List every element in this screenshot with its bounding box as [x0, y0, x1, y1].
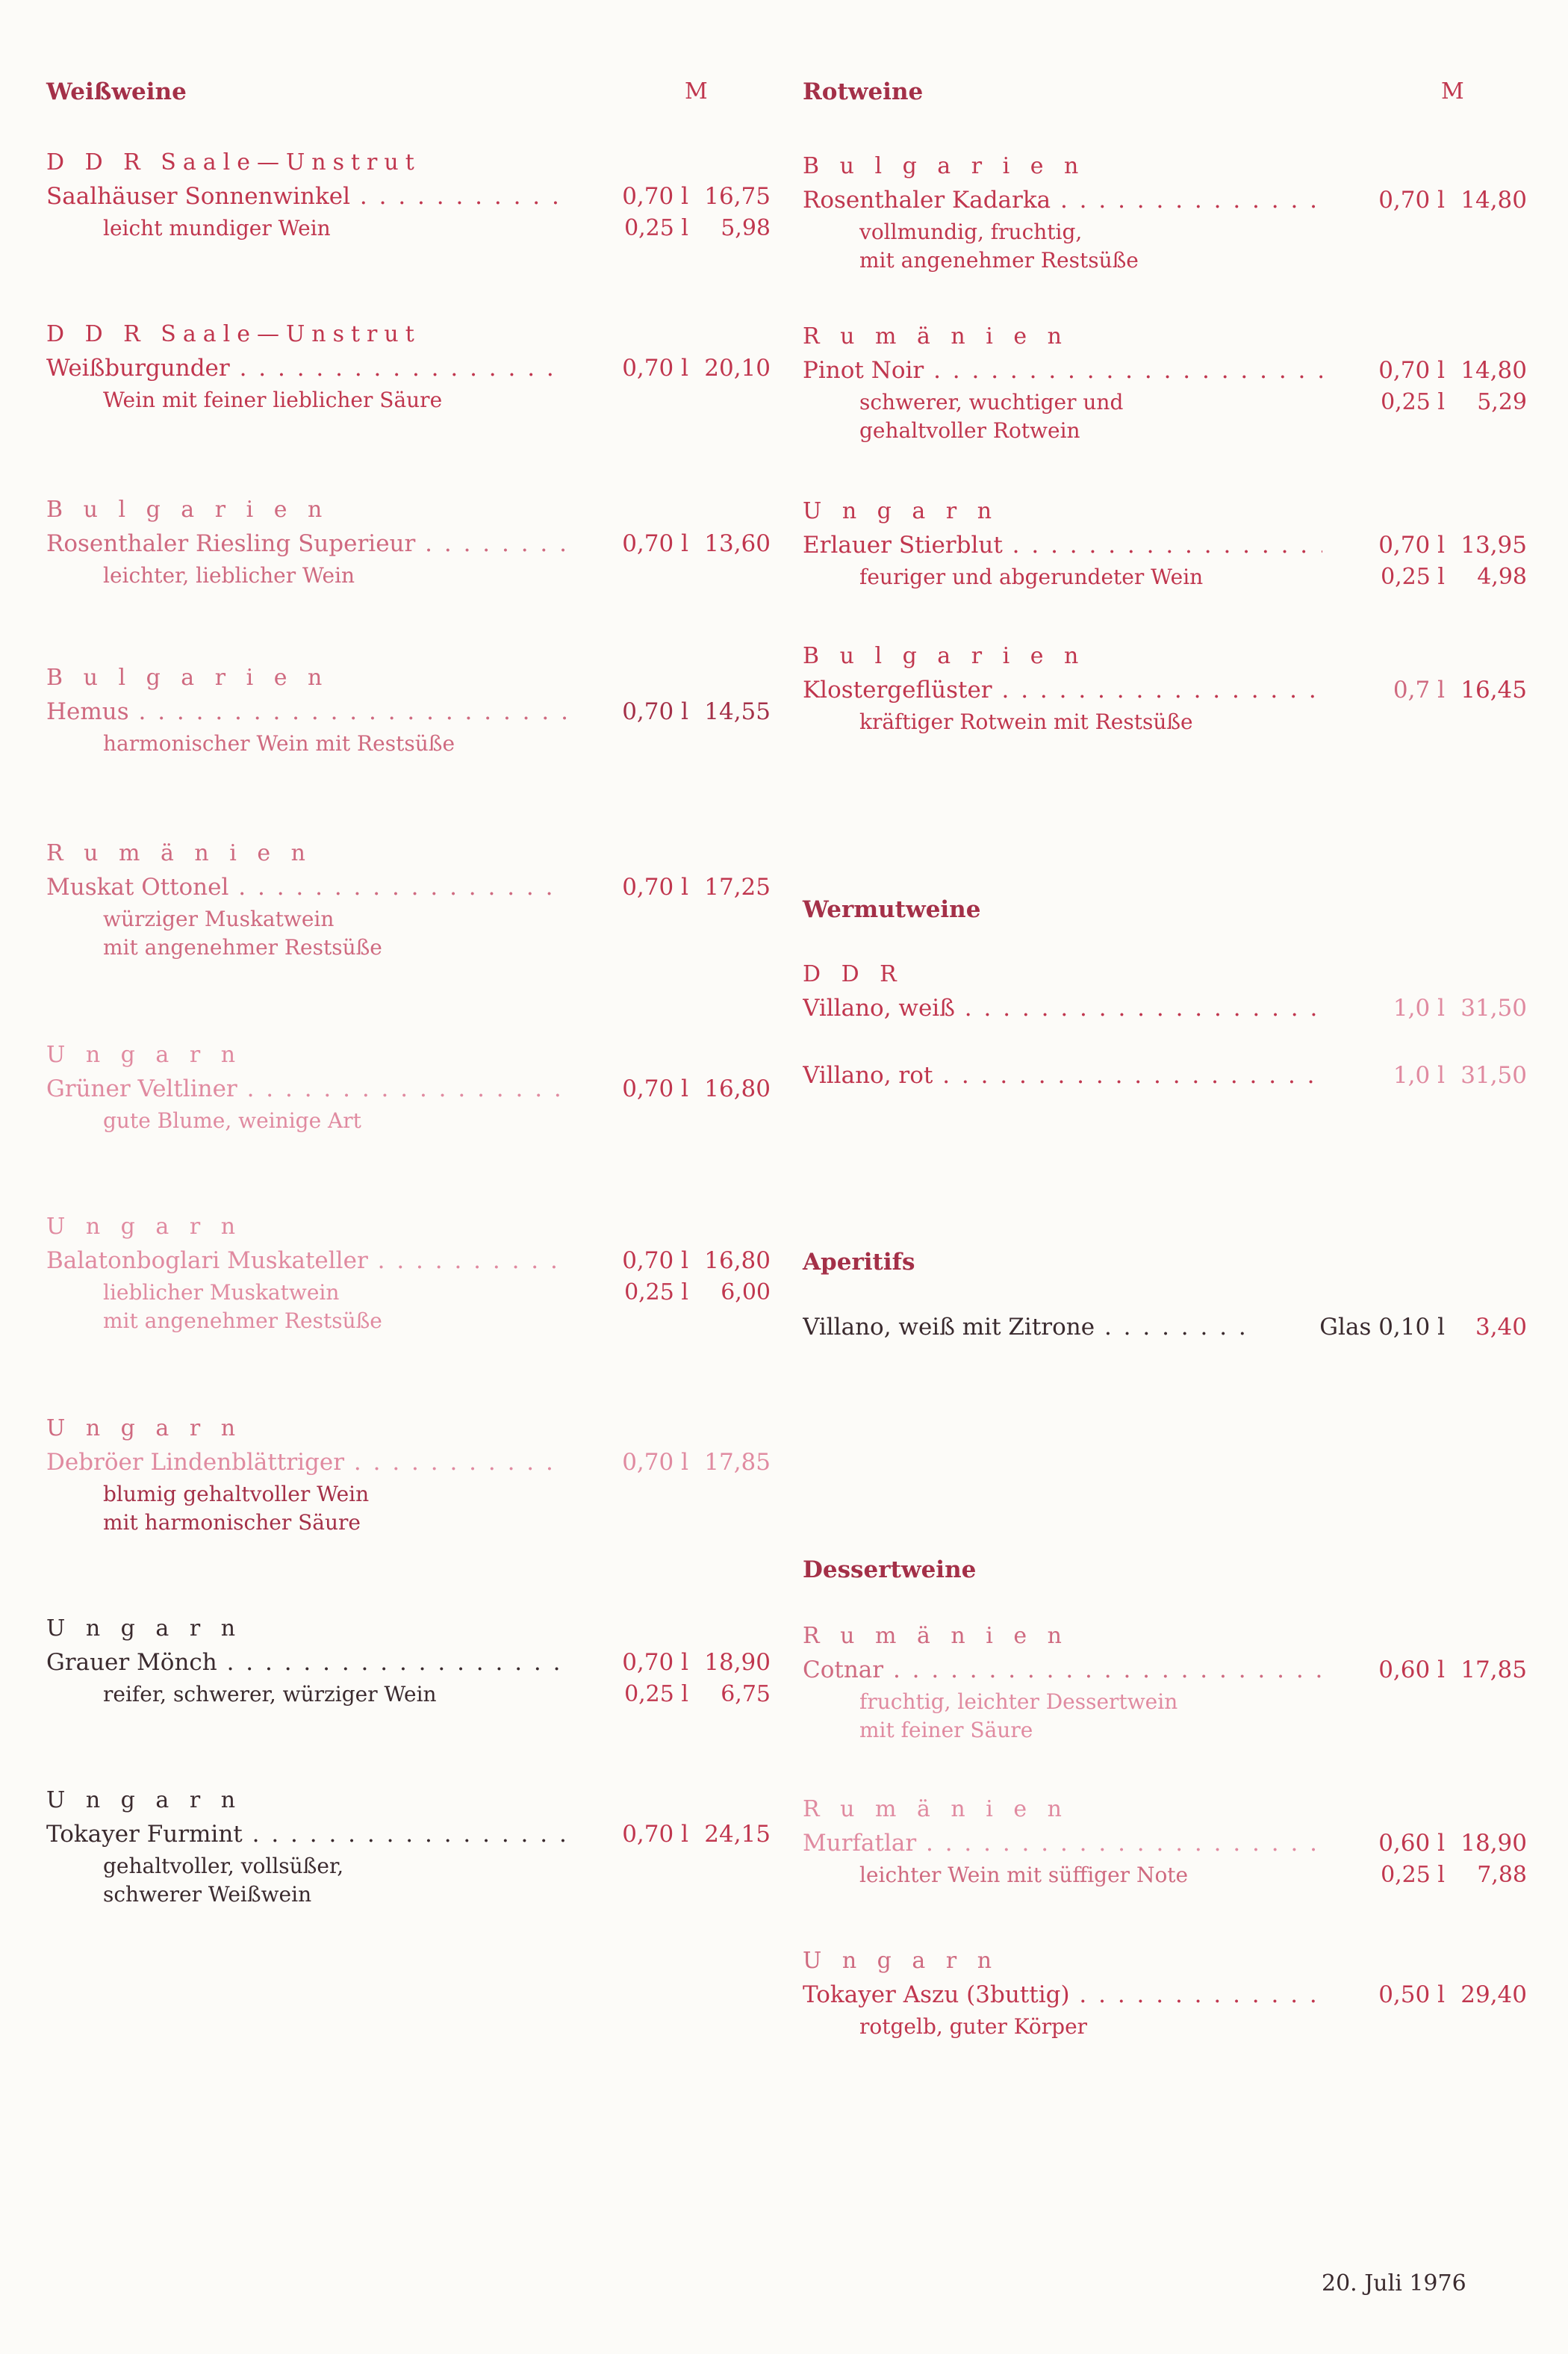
- region-label: U n g a r n: [46, 1415, 243, 1441]
- wine-entry: [803, 1619, 1527, 1745]
- wine-entry: [803, 1310, 1527, 1345]
- wine-row: [803, 1653, 1527, 1688]
- wine-name: Klostergeflüster . . .: [803, 673, 1322, 708]
- region-label: R u m ä n i e n: [803, 1623, 1068, 1649]
- wine-price: 14,80: [1460, 357, 1527, 384]
- wine-row: [46, 870, 771, 905]
- wine-description-row: [46, 730, 733, 758]
- wine-name: Balatonboglari Muskateller . . .: [46, 1243, 566, 1279]
- wine-description: leicht mundiger Wein: [103, 216, 331, 240]
- wine-description-row: [46, 1881, 733, 1909]
- region-label: D D R Saale—Unstrut: [46, 321, 421, 347]
- region-label: R u m ä n i e n: [803, 1796, 1068, 1822]
- wine-volume-small: 0,25 l: [1381, 389, 1445, 415]
- wine-description-row: [803, 388, 1527, 417]
- section-title-dessertweine: Dessertweine: [803, 1556, 977, 1583]
- wine-name: Debröer Lindenblättriger . . .: [46, 1445, 566, 1480]
- wine-name: Tokayer Aszu (3buttig) . . .: [803, 1978, 1322, 2013]
- wine-volume: 0,70 l: [622, 1821, 688, 1848]
- wine-volume-small: 0,25 l: [624, 215, 688, 241]
- wine-description-row: [46, 1480, 733, 1509]
- wine-description: mit feiner Säure: [859, 1718, 1033, 1742]
- wine-description-row: [803, 1716, 1490, 1745]
- wine-price-small: 4,98: [1477, 564, 1527, 590]
- wine-description: gehaltvoller Rotwein: [859, 418, 1080, 443]
- wine-row: [803, 1826, 1527, 1861]
- region-label: U n g a r n: [803, 1948, 999, 1974]
- wine-row: [46, 1072, 771, 1107]
- wine-name: Cotnar . . .: [803, 1653, 1322, 1688]
- region-label: U n g a r n: [46, 1042, 243, 1068]
- wine-entry: [46, 146, 771, 243]
- wine-description-row: [46, 905, 733, 934]
- wine-description-row: [46, 562, 733, 590]
- wine-price: 14,55: [704, 698, 771, 725]
- wine-name: Grüner Veltliner . . .: [46, 1072, 566, 1107]
- wine-price: 29,40: [1460, 1981, 1527, 2008]
- wine-price: 31,50: [1460, 995, 1527, 1022]
- wine-description-row: [46, 1680, 771, 1709]
- wine-volume-small: 0,25 l: [1381, 564, 1445, 590]
- wine-name: Rosenthaler Riesling Superieur . . .: [46, 527, 566, 562]
- wine-description: würziger Muskatwein: [103, 907, 335, 931]
- wine-name: Rosenthaler Kadarka . . .: [803, 183, 1322, 218]
- wine-description-row: [46, 1107, 733, 1135]
- wine-entry: [46, 1783, 771, 1909]
- wine-description: reifer, schwerer, würziger Wein: [103, 1682, 437, 1707]
- wine-volume: 1,0 l: [1393, 995, 1445, 1022]
- wine-description: schwerer Weißwein: [103, 1882, 312, 1907]
- wine-volume: 0,70 l: [622, 183, 688, 210]
- wine-name: Weißburgunder . . .: [46, 351, 566, 386]
- wermut-section: [803, 887, 1490, 932]
- print-date: 20. Juli 1976: [1322, 2270, 1466, 2296]
- wine-description-row: [46, 1279, 771, 1307]
- wine-row: [803, 1978, 1527, 2013]
- white-wines-header: [46, 78, 733, 123]
- region-label: U n g a r n: [46, 1615, 243, 1642]
- wine-name: Erlauer Stierblut . . .: [803, 528, 1322, 563]
- wine-name: Tokayer Furmint . . .: [46, 1817, 566, 1852]
- wine-description: fruchtig, leichter Dessertwein: [859, 1689, 1178, 1714]
- wine-volume: 0,70 l: [622, 874, 688, 901]
- wine-description-row: [46, 934, 733, 962]
- wine-description: Wein mit feiner lieblicher Säure: [103, 388, 443, 412]
- wine-price-small: 5,29: [1477, 389, 1527, 415]
- section-title-rotweine: Rotweine: [803, 78, 924, 105]
- wine-price-small: 6,75: [721, 1681, 771, 1707]
- wine-volume: 0,70 l: [622, 698, 688, 725]
- region-label: B u l g a r i e n: [46, 497, 329, 523]
- wine-volume: 0,70 l: [622, 530, 688, 557]
- wine-price-small: 6,00: [721, 1279, 771, 1305]
- wine-description-row: [803, 417, 1490, 445]
- wine-row: [803, 1310, 1527, 1345]
- wine-name: Hemus . . .: [46, 695, 566, 730]
- wine-volume: 0,70 l: [622, 1649, 688, 1676]
- wine-name: Saalhäuser Sonnenwinkel . . .: [46, 179, 566, 214]
- wine-description-row: [803, 2013, 1490, 2041]
- wine-price: 17,85: [704, 1449, 771, 1476]
- wine-price: 18,90: [1460, 1830, 1527, 1857]
- wine-description-row: [803, 563, 1527, 591]
- region-label: R u m ä n i e n: [46, 840, 312, 866]
- wine-description-row: [803, 246, 1490, 275]
- wine-description: vollmundig, fruchtig,: [859, 220, 1083, 244]
- red-wines-header: [803, 78, 1490, 123]
- wine-name: Grauer Mönch . . .: [46, 1645, 566, 1680]
- wine-price: 17,85: [1460, 1656, 1527, 1683]
- wine-description-row: [803, 218, 1490, 246]
- wine-description: schwerer, wuchtiger und: [859, 390, 1124, 414]
- wine-description-row: [46, 1852, 733, 1881]
- wine-price: 3,40: [1475, 1314, 1527, 1341]
- wine-description-row: [46, 214, 771, 243]
- wine-volume: Glas 0,10 l: [1319, 1314, 1445, 1341]
- wine-entry: [46, 1038, 771, 1135]
- region-label: B u l g a r i e n: [803, 153, 1086, 179]
- wine-volume: 1,0 l: [1393, 1062, 1445, 1089]
- wine-volume-small: 0,25 l: [624, 1279, 688, 1305]
- region-label: D D R Saale—Unstrut: [46, 149, 421, 176]
- wine-entry: [803, 639, 1527, 736]
- wine-description: gute Blume, weinige Art: [103, 1108, 361, 1133]
- wine-price: 14,80: [1460, 187, 1527, 214]
- section-title-weissweine: Weißweine: [46, 78, 187, 105]
- wine-description: mit angenehmer Restsüße: [103, 1308, 382, 1333]
- wine-description-row: [803, 1688, 1490, 1716]
- wine-name: Murfatlar . . .: [803, 1826, 1322, 1861]
- wine-entry: [803, 1792, 1527, 1889]
- wine-description-row: [46, 1307, 733, 1335]
- wine-entry: [803, 957, 1527, 1026]
- wine-row: [46, 527, 771, 562]
- region-label: R u m ä n i e n: [803, 323, 1068, 350]
- wine-price: 13,95: [1460, 532, 1527, 559]
- wine-description: rotgelb, guter Körper: [859, 2014, 1088, 2039]
- wine-entry: [803, 320, 1527, 445]
- wine-entry: [46, 1612, 771, 1709]
- wine-entry: [803, 1058, 1527, 1093]
- wine-volume-small: 0,25 l: [1381, 1862, 1445, 1888]
- wine-volume: 0,60 l: [1378, 1830, 1445, 1857]
- wine-price: 20,10: [704, 355, 771, 382]
- wine-entry: [46, 661, 771, 758]
- wine-volume: 0,70 l: [622, 1247, 688, 1274]
- wine-price: 16,75: [704, 183, 771, 210]
- wine-row: [803, 1058, 1527, 1093]
- wine-description: feuriger und abgerundeter Wein: [859, 565, 1204, 589]
- wine-row: [803, 528, 1527, 563]
- wine-description-row: [803, 1861, 1527, 1889]
- wine-description: leichter, lieblicher Wein: [103, 563, 355, 588]
- region-label: U n g a r n: [46, 1214, 243, 1240]
- wine-row: [803, 353, 1527, 388]
- wine-description-row: [46, 1509, 733, 1537]
- wine-name: Villano, rot . . .: [803, 1058, 1322, 1093]
- currency-header: M: [1441, 78, 1464, 105]
- wine-volume-small: 0,25 l: [624, 1681, 688, 1707]
- wine-description: kräftiger Rotwein mit Restsüße: [859, 709, 1193, 734]
- wine-price-small: 7,88: [1477, 1862, 1527, 1888]
- wine-name: Villano, weiß . . .: [803, 991, 1322, 1026]
- wine-volume: 0,7 l: [1393, 677, 1445, 704]
- wine-price: 18,90: [704, 1649, 771, 1676]
- wine-volume: 0,70 l: [622, 1449, 688, 1476]
- wine-description: lieblicher Muskatwein: [103, 1280, 340, 1305]
- wine-description-row: [46, 386, 733, 414]
- wine-description: harmonischer Wein mit Restsüße: [103, 731, 455, 756]
- region-label: B u l g a r i e n: [803, 643, 1086, 669]
- wine-description-row: [803, 708, 1490, 736]
- wine-entry: [46, 836, 771, 962]
- wine-description: mit angenehmer Restsüße: [859, 248, 1139, 273]
- aperitif-section: [803, 1240, 1490, 1285]
- wine-price-small: 5,98: [721, 215, 771, 241]
- wine-row: [803, 673, 1527, 708]
- wine-row: [46, 179, 771, 214]
- wine-row: [46, 695, 771, 730]
- wine-volume: 0,70 l: [1378, 357, 1445, 384]
- wine-entry: [803, 494, 1527, 591]
- region-label: U n g a r n: [803, 498, 999, 524]
- currency-header: M: [685, 78, 708, 105]
- wine-entry: [46, 1412, 771, 1537]
- wine-row: [803, 183, 1527, 218]
- wine-row: [46, 351, 771, 386]
- wine-price: 24,15: [704, 1821, 771, 1848]
- wine-row: [46, 1243, 771, 1279]
- wine-description: leichter Wein mit süffiger Note: [859, 1863, 1189, 1887]
- section-title-wermutweine: Wermutweine: [803, 896, 981, 923]
- region-label: B u l g a r i e n: [46, 665, 329, 691]
- wine-description: mit angenehmer Restsüße: [103, 935, 382, 960]
- wine-description: gehaltvoller, vollsüßer,: [103, 1854, 344, 1878]
- wine-volume: 0,70 l: [622, 1075, 688, 1102]
- wine-price: 31,50: [1460, 1062, 1527, 1089]
- wine-price: 17,25: [704, 874, 771, 901]
- wine-price: 16,45: [1460, 677, 1527, 704]
- region-label: D D R: [803, 961, 903, 987]
- dessert-section: [803, 1547, 1490, 1592]
- wine-row: [803, 991, 1527, 1026]
- wine-entry: [46, 493, 771, 590]
- wine-description: mit harmonischer Säure: [103, 1510, 361, 1535]
- wine-row: [46, 1817, 771, 1852]
- section-title-aperitifs: Aperitifs: [803, 1249, 915, 1276]
- wine-entry: [46, 1210, 771, 1335]
- wine-price: 13,60: [704, 530, 771, 557]
- wine-entry: [803, 1944, 1527, 2041]
- wine-volume: 0,70 l: [622, 355, 688, 382]
- wine-price: 16,80: [704, 1075, 771, 1102]
- wine-name: Pinot Noir . . .: [803, 353, 1322, 388]
- wine-volume: 0,60 l: [1378, 1656, 1445, 1683]
- wine-volume: 0,70 l: [1378, 187, 1445, 214]
- wine-entry: [46, 317, 771, 414]
- wine-row: [46, 1445, 771, 1480]
- region-label: U n g a r n: [46, 1787, 243, 1813]
- wine-row: [46, 1645, 771, 1680]
- wine-description: blumig gehaltvoller Wein: [103, 1482, 370, 1506]
- wine-name: Muskat Ottonel . . .: [46, 870, 566, 905]
- wine-volume: 0,50 l: [1378, 1981, 1445, 2008]
- wine-entry: [803, 149, 1527, 275]
- wine-price: 16,80: [704, 1247, 771, 1274]
- wine-name: Villano, weiß mit Zitrone . . .: [803, 1310, 1258, 1345]
- wine-volume: 0,70 l: [1378, 532, 1445, 559]
